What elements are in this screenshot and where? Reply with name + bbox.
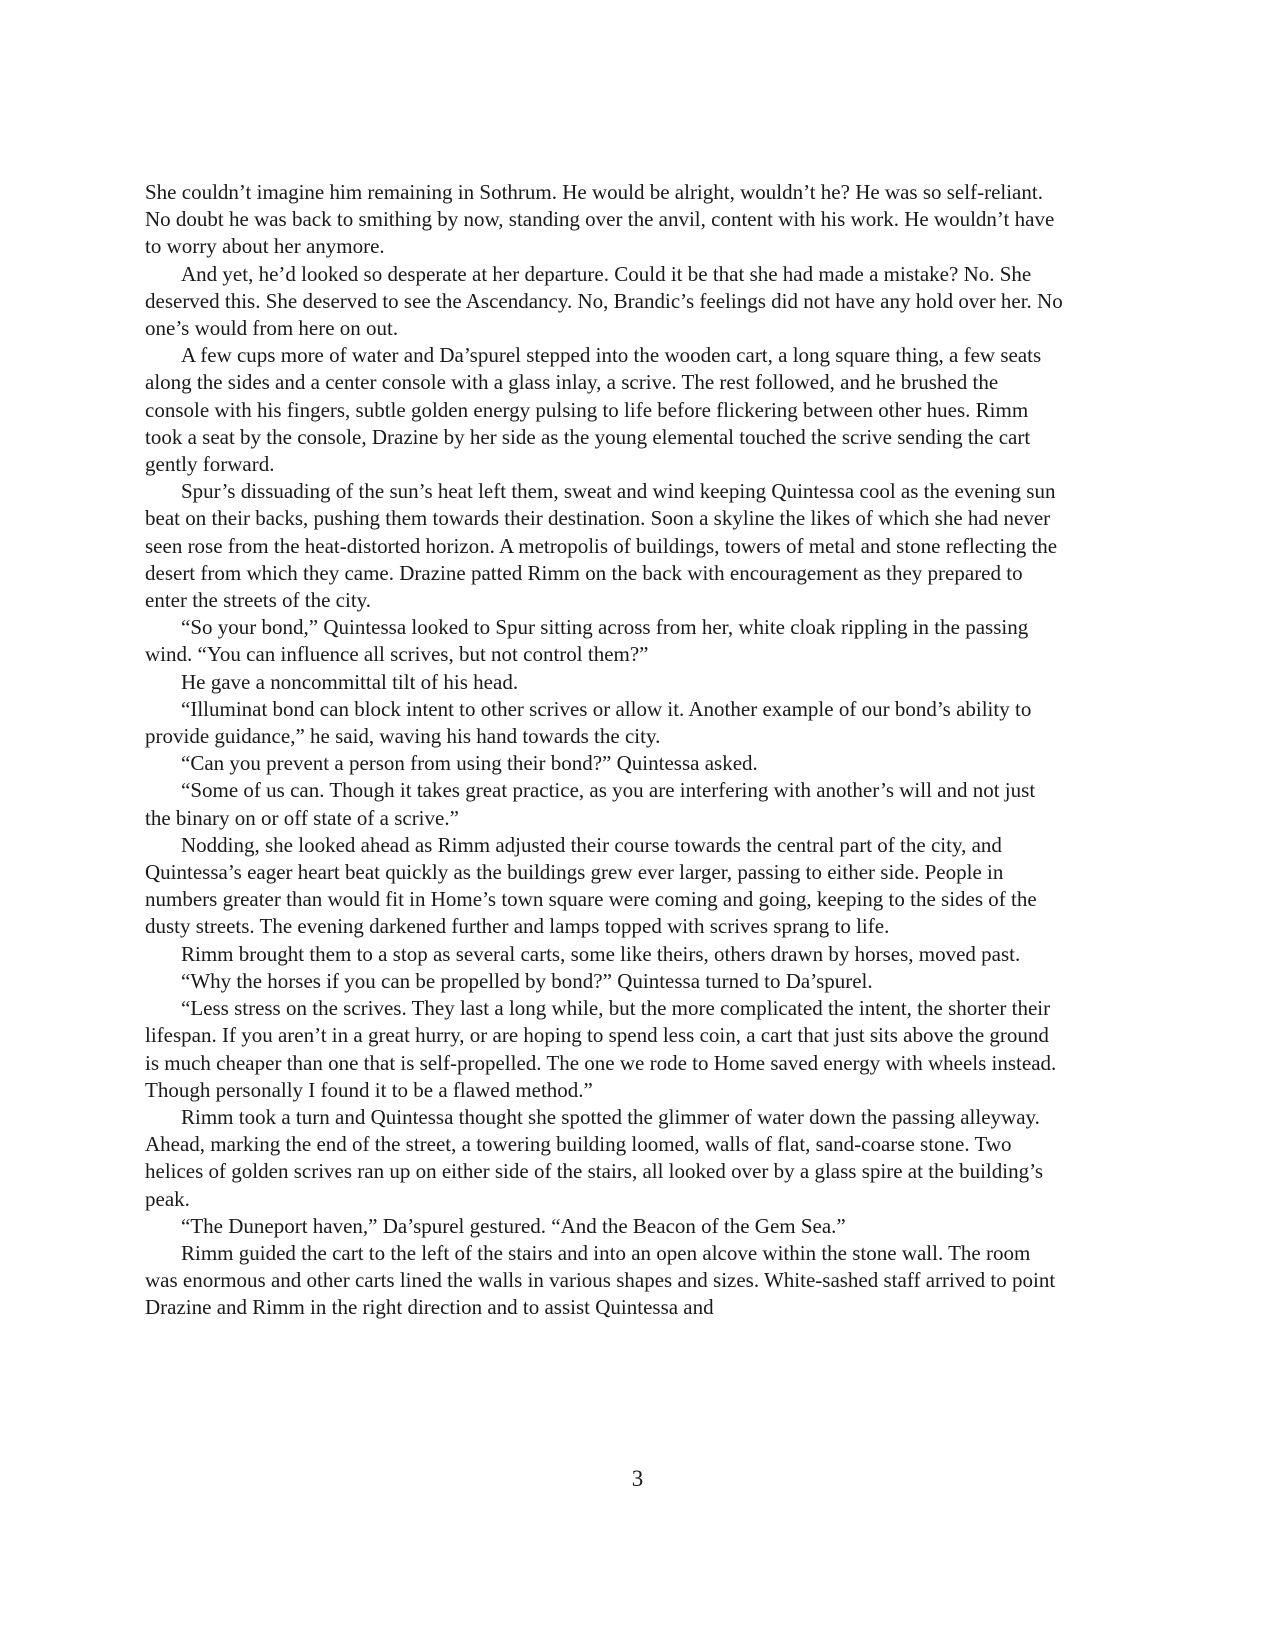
paragraph-1: She couldn’t imagine him remaining in Sothrum. He would be alright, wouldn’t he? He was so self-reliant. No doubt he was back to smithing by now, standing over the anvil, content with his work. He wouldn’t have to worry about her anymore. <box>145 180 1055 259</box>
paragraph-5: “So your bond,” Quintessa looked to Spur sitting across from her, white cloak rippling in the passing wind. “You can influence all scrives, but not control them?” <box>145 615 1029 667</box>
paragraph-14: Rimm took a turn and Quintessa thought she spotted the glimmer of water down the passing alleyway. Ahead, marking the end of the street, a towering building loomed, walls of flat, sand-coarse stone. Two helices of golden scrives ran up on either side of the stairs, all looked over by a glass spire at the building’s peak. <box>145 1104 1044 1211</box>
paragraph-11: Rimm brought them to a stop as several carts, some like theirs, others drawn by horses, moved past. <box>181 941 1021 966</box>
body-text <box>145 179 1065 1322</box>
paragraph-3: A few cups more of water and Da’spurel stepped into the wooden cart, a long square thing, a few seats along the sides and a center console with a glass inlay, a scrive. The rest followed, and he brushed the console with his fingers, subtle golden energy pulsing to life before flickering between other hues. Rimm took a seat by the console, Drazine by her side as the young elemental touched the scrive sending the cart gently forward. <box>145 343 1042 477</box>
paragraph-4: Spur’s dissuading of the sun’s heat left them, sweat and wind keeping Quintessa cool as the evening sun beat on their backs, pushing them towards their destination. Soon a skyline the likes of which she had never seen rose from the heat-distorted horizon. A metropolis of buildings, towers of metal and stone reflecting the desert from which they came. Drazine patted Rimm on the back with encouragement as they prepared to enter the streets of the city. <box>145 479 1058 613</box>
paragraph-9: “Some of us can. Though it takes great practice, as you are interfering with another’s will and not just the binary on or off state of a scrive.” <box>145 778 1036 830</box>
paragraph-15: “The Duneport haven,” Da’spurel gestured. “And the Beacon of the Gem Sea.” <box>181 1213 846 1238</box>
page-number: 3 <box>631 1466 644 1491</box>
paragraph-13: “Less stress on the scrives. They last a long while, but the more complicated the intent, the shorter their lifespan. If you aren’t in a great hurry, or are hoping to spend less coin, a cart that just sits above the ground is much cheaper than one that is self-propelled. The one we rode to Home saved energy with wheels instead. Though personally I found it to be a flawed method.” <box>145 996 1057 1102</box>
paragraph-10: Nodding, she looked ahead as Rimm adjusted their course towards the central part of the city, and Quintessa’s eager heart beat quickly as the buildings grew ever larger, passing to either side. People in numbers greater than would fit in Home’s town square were coming and going, keeping to the sides of the dusty streets. The evening darkened further and lamps topped with scrives sprang to life. <box>145 832 1037 939</box>
paragraph-7: “Illuminat bond can block intent to other scrives or allow it. Another example of our bond’s ability to provide guidance,” he said, waving his hand towards the city. <box>145 696 1032 749</box>
paragraph-12: “Why the horses if you can be propelled by bond?” Quintessa turned to Da’spurel. <box>181 968 873 993</box>
paragraph-2: And yet, he’d looked so desperate at her departure. Could it be that she had made a mistake? No. She deserved this. She deserved to see the Ascendancy. No, Brandic’s feelings did not have any hold over her. No one’s would from here on out. <box>145 261 1063 341</box>
paragraph-16: Rimm guided the cart to the left of the stairs and into an open alcove within the stone wall. The room was enormous and other carts lined the walls in various shapes and sizes. White-sashed staff arrived to point Drazine and Rimm in the right direction and to assist Quintessa and <box>145 1240 1056 1320</box>
paragraph-6: He gave a noncommittal tilt of his head. <box>181 669 519 694</box>
paragraph-8: “Can you prevent a person from using their bond?” Quintessa asked. <box>181 751 758 776</box>
